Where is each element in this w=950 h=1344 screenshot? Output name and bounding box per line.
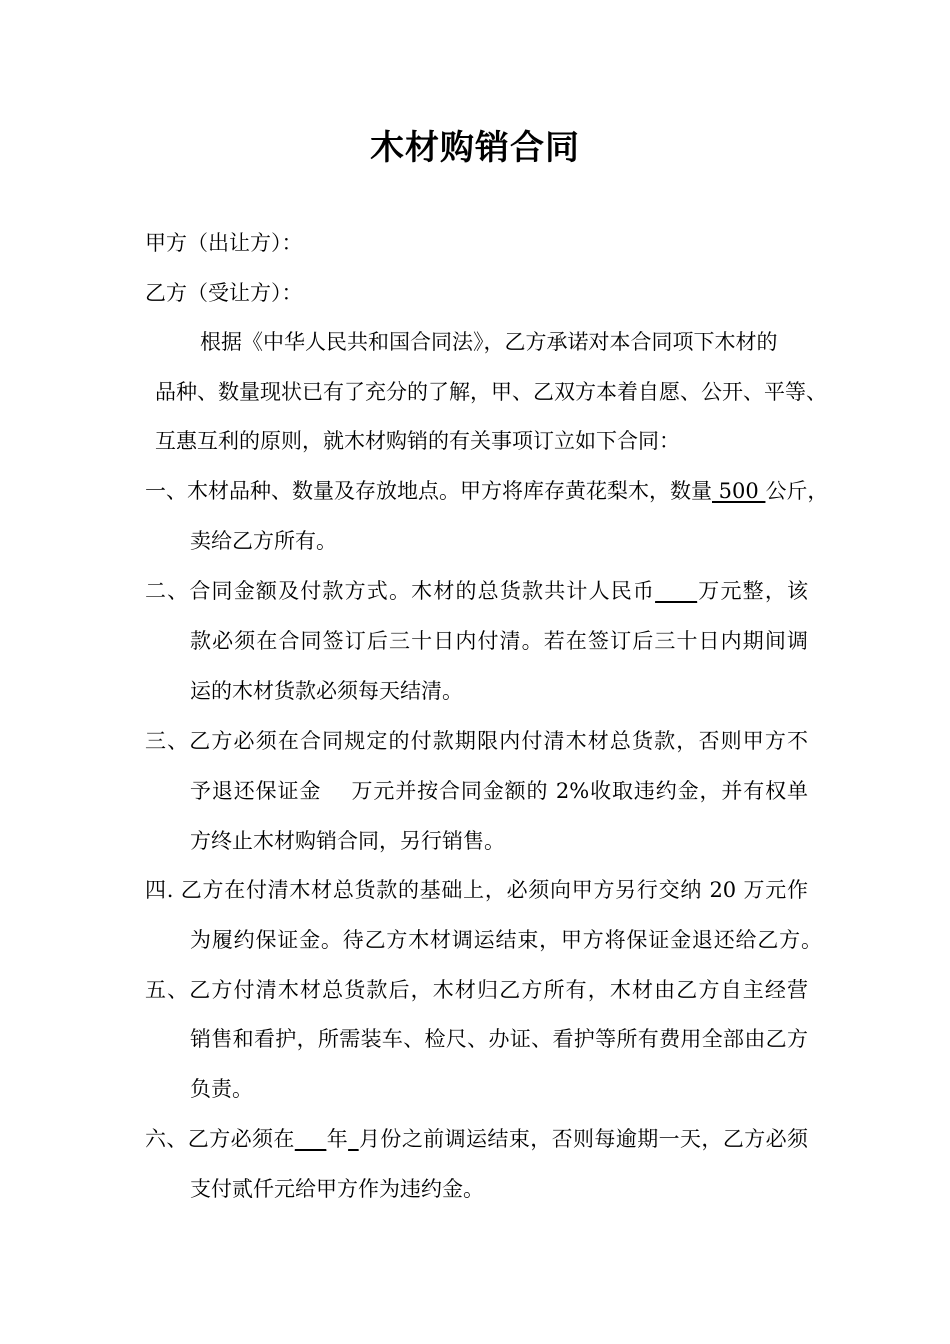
text-segment: 月份之前调运结束，否则每逾期一天，乙方必须 [358,1127,809,1151]
text-line [145,278,303,308]
text-line [145,975,808,1005]
fill-in-blank: 500 [712,479,766,503]
text-segment: 互惠互利的原则，就木材购销的有关事项订立如下合同： [155,429,680,453]
text-segment: 销售和看护，所需装车、检尺、办证、看护等所有费用全部由乙方 [190,1027,808,1051]
text-segment: 三、乙方必须在合同规定的付款期限内付清木材总货款，否则甲方不 [145,729,808,753]
text-line [190,1074,253,1104]
text-segment: 予退还保证金 万元并按合同金额的 2%收取违约金，并有权单 [190,779,808,803]
text-segment: 支付贰仟元给甲方作为违约金。 [190,1177,484,1201]
text-segment: 款必须在合同签订后三十日内付清。若在签订后三十日内期间调 [190,629,808,653]
text-segment: 年 [326,1127,349,1151]
text-segment: 乙方（受让方）： [145,281,303,305]
text-segment: 一、木材品种、数量及存放地点。甲方将库存黄花梨木，数量 [145,479,712,503]
fill-in-blank: ____ [655,579,698,603]
text-segment: 五、乙方付清木材总货款后，木材归乙方所有，木材由乙方自主经营 [145,978,808,1002]
fill-in-blank: _ [348,1127,359,1151]
fill-in-blank: ___ [294,1127,327,1151]
text-line [155,377,825,407]
text-line [145,875,808,905]
text-line [190,626,808,656]
text-segment: 甲方（出让方）： [145,231,303,255]
text-line [190,676,463,706]
text-line [190,1174,484,1204]
text-line [145,476,829,506]
document-title: 木材购销合同 [370,128,580,168]
text-line [155,426,680,456]
text-line [190,826,505,856]
text-line [145,228,303,258]
text-segment: 四. 乙方在付清木材总货款的基础上，必须向甲方另行交纳 20 万元作 [145,878,808,902]
text-segment: 卖给乙方所有。 [190,529,337,553]
text-segment: 负责。 [190,1077,253,1101]
text-segment: 方终止木材购销合同，另行销售。 [190,829,505,853]
text-line [145,576,808,606]
text-line [145,1124,808,1154]
text-segment: 根据《中华人民共和国合同法》，乙方承诺对本合同项下木材的 [200,330,778,354]
text-line [190,1024,808,1054]
text-segment: 六、乙方必须在 [145,1127,295,1151]
text-segment: 品种、数量现状已有了充分的了解，甲、乙双方本着自愿、公开、平等、 [155,380,827,404]
text-segment: 公斤， [765,479,829,503]
text-segment: 万元整，该 [697,579,809,603]
text-segment: 为履约保证金。待乙方木材调运结束，甲方将保证金退还给乙方。 [190,928,822,952]
text-line [190,925,822,955]
text-line [200,327,778,357]
text-line [190,776,808,806]
text-line [145,726,808,756]
text-line [190,526,337,556]
text-segment: 运的木材货款必须每天结清。 [190,679,463,703]
text-segment: 二、合同金额及付款方式。木材的总货款共计人民币 [145,579,656,603]
